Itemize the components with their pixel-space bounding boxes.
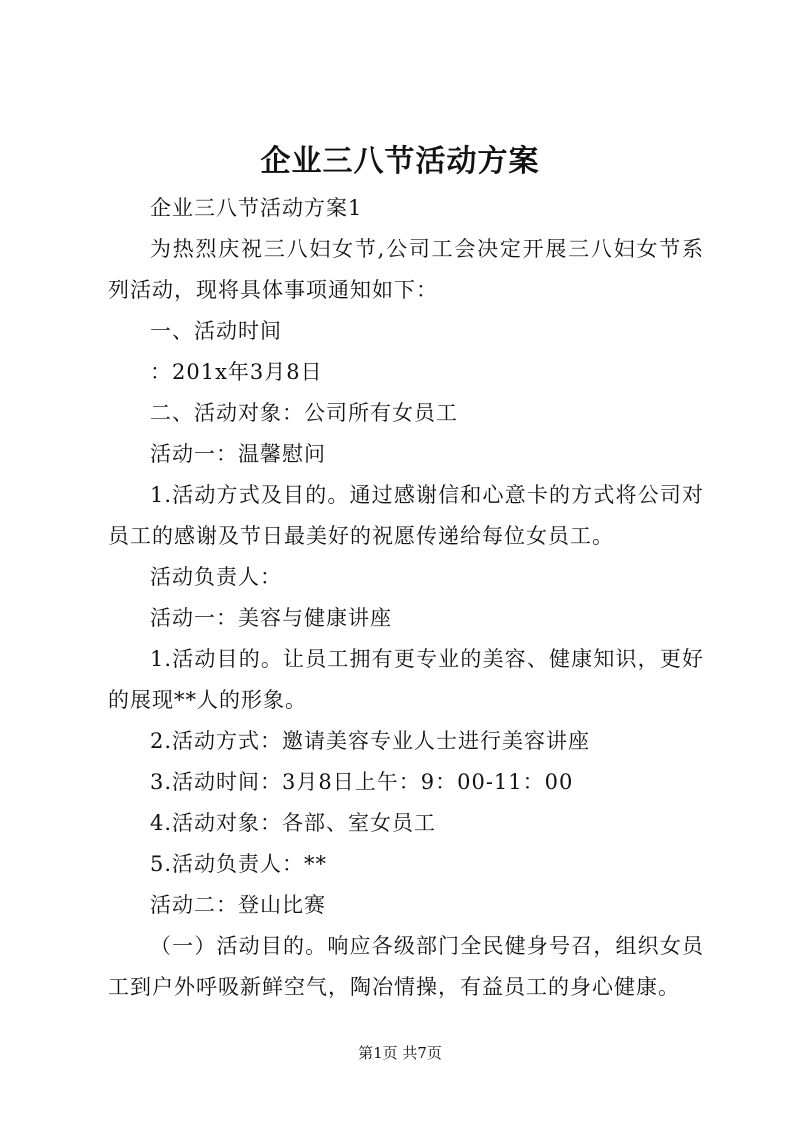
paragraph-intro: 为热烈庆祝三八妇女节,公司工会决定开展三八妇女节系列活动，现将具体事项通知如下： bbox=[108, 237, 704, 302]
activity-two-heading: 活动二：登山比赛 bbox=[150, 893, 326, 917]
document-title: 企业三八节活动方案 bbox=[260, 144, 540, 179]
section-target: 二、活动对象：公司所有女员工 bbox=[150, 401, 458, 425]
beauty-lecture-owner: 5.活动负责人：** bbox=[150, 852, 328, 876]
activity-one-owner: 活动负责人： bbox=[150, 565, 282, 589]
section-time-heading: 一、活动时间 bbox=[150, 319, 282, 343]
page-footer: 第1页 共7页 bbox=[358, 1044, 442, 1062]
beauty-lecture-time: 3.活动时间：3月8日上午：9：00-11：00 bbox=[150, 770, 574, 794]
beauty-lecture-purpose: 1.活动目的。让员工拥有更专业的美容、健康知识，更好的展现**人的形象。 bbox=[108, 647, 704, 712]
beauty-lecture-heading: 活动一：美容与健康讲座 bbox=[150, 606, 392, 630]
beauty-lecture-target: 4.活动对象：各部、室女员工 bbox=[150, 811, 437, 835]
paragraph-heading: 企业三八节活动方案1 bbox=[150, 196, 363, 220]
activity-one-heading: 活动一：温馨慰问 bbox=[150, 442, 326, 466]
section-time-value: ：201x年3月8日 bbox=[150, 360, 323, 384]
activity-one-method: 1.活动方式及目的。通过感谢信和心意卡的方式将公司对员工的感谢及节日最美好的祝愿传递给每位女员工。 bbox=[108, 483, 704, 548]
beauty-lecture-method: 2.活动方式：邀请美容专业人士进行美容讲座 bbox=[150, 729, 591, 753]
document-body bbox=[108, 188, 704, 1008]
activity-two-purpose: （一）活动目的。响应各级部门全民健身号召，组织女员工到户外呼吸新鲜空气，陶冶情操，有益员工的身心健康。 bbox=[108, 934, 704, 999]
